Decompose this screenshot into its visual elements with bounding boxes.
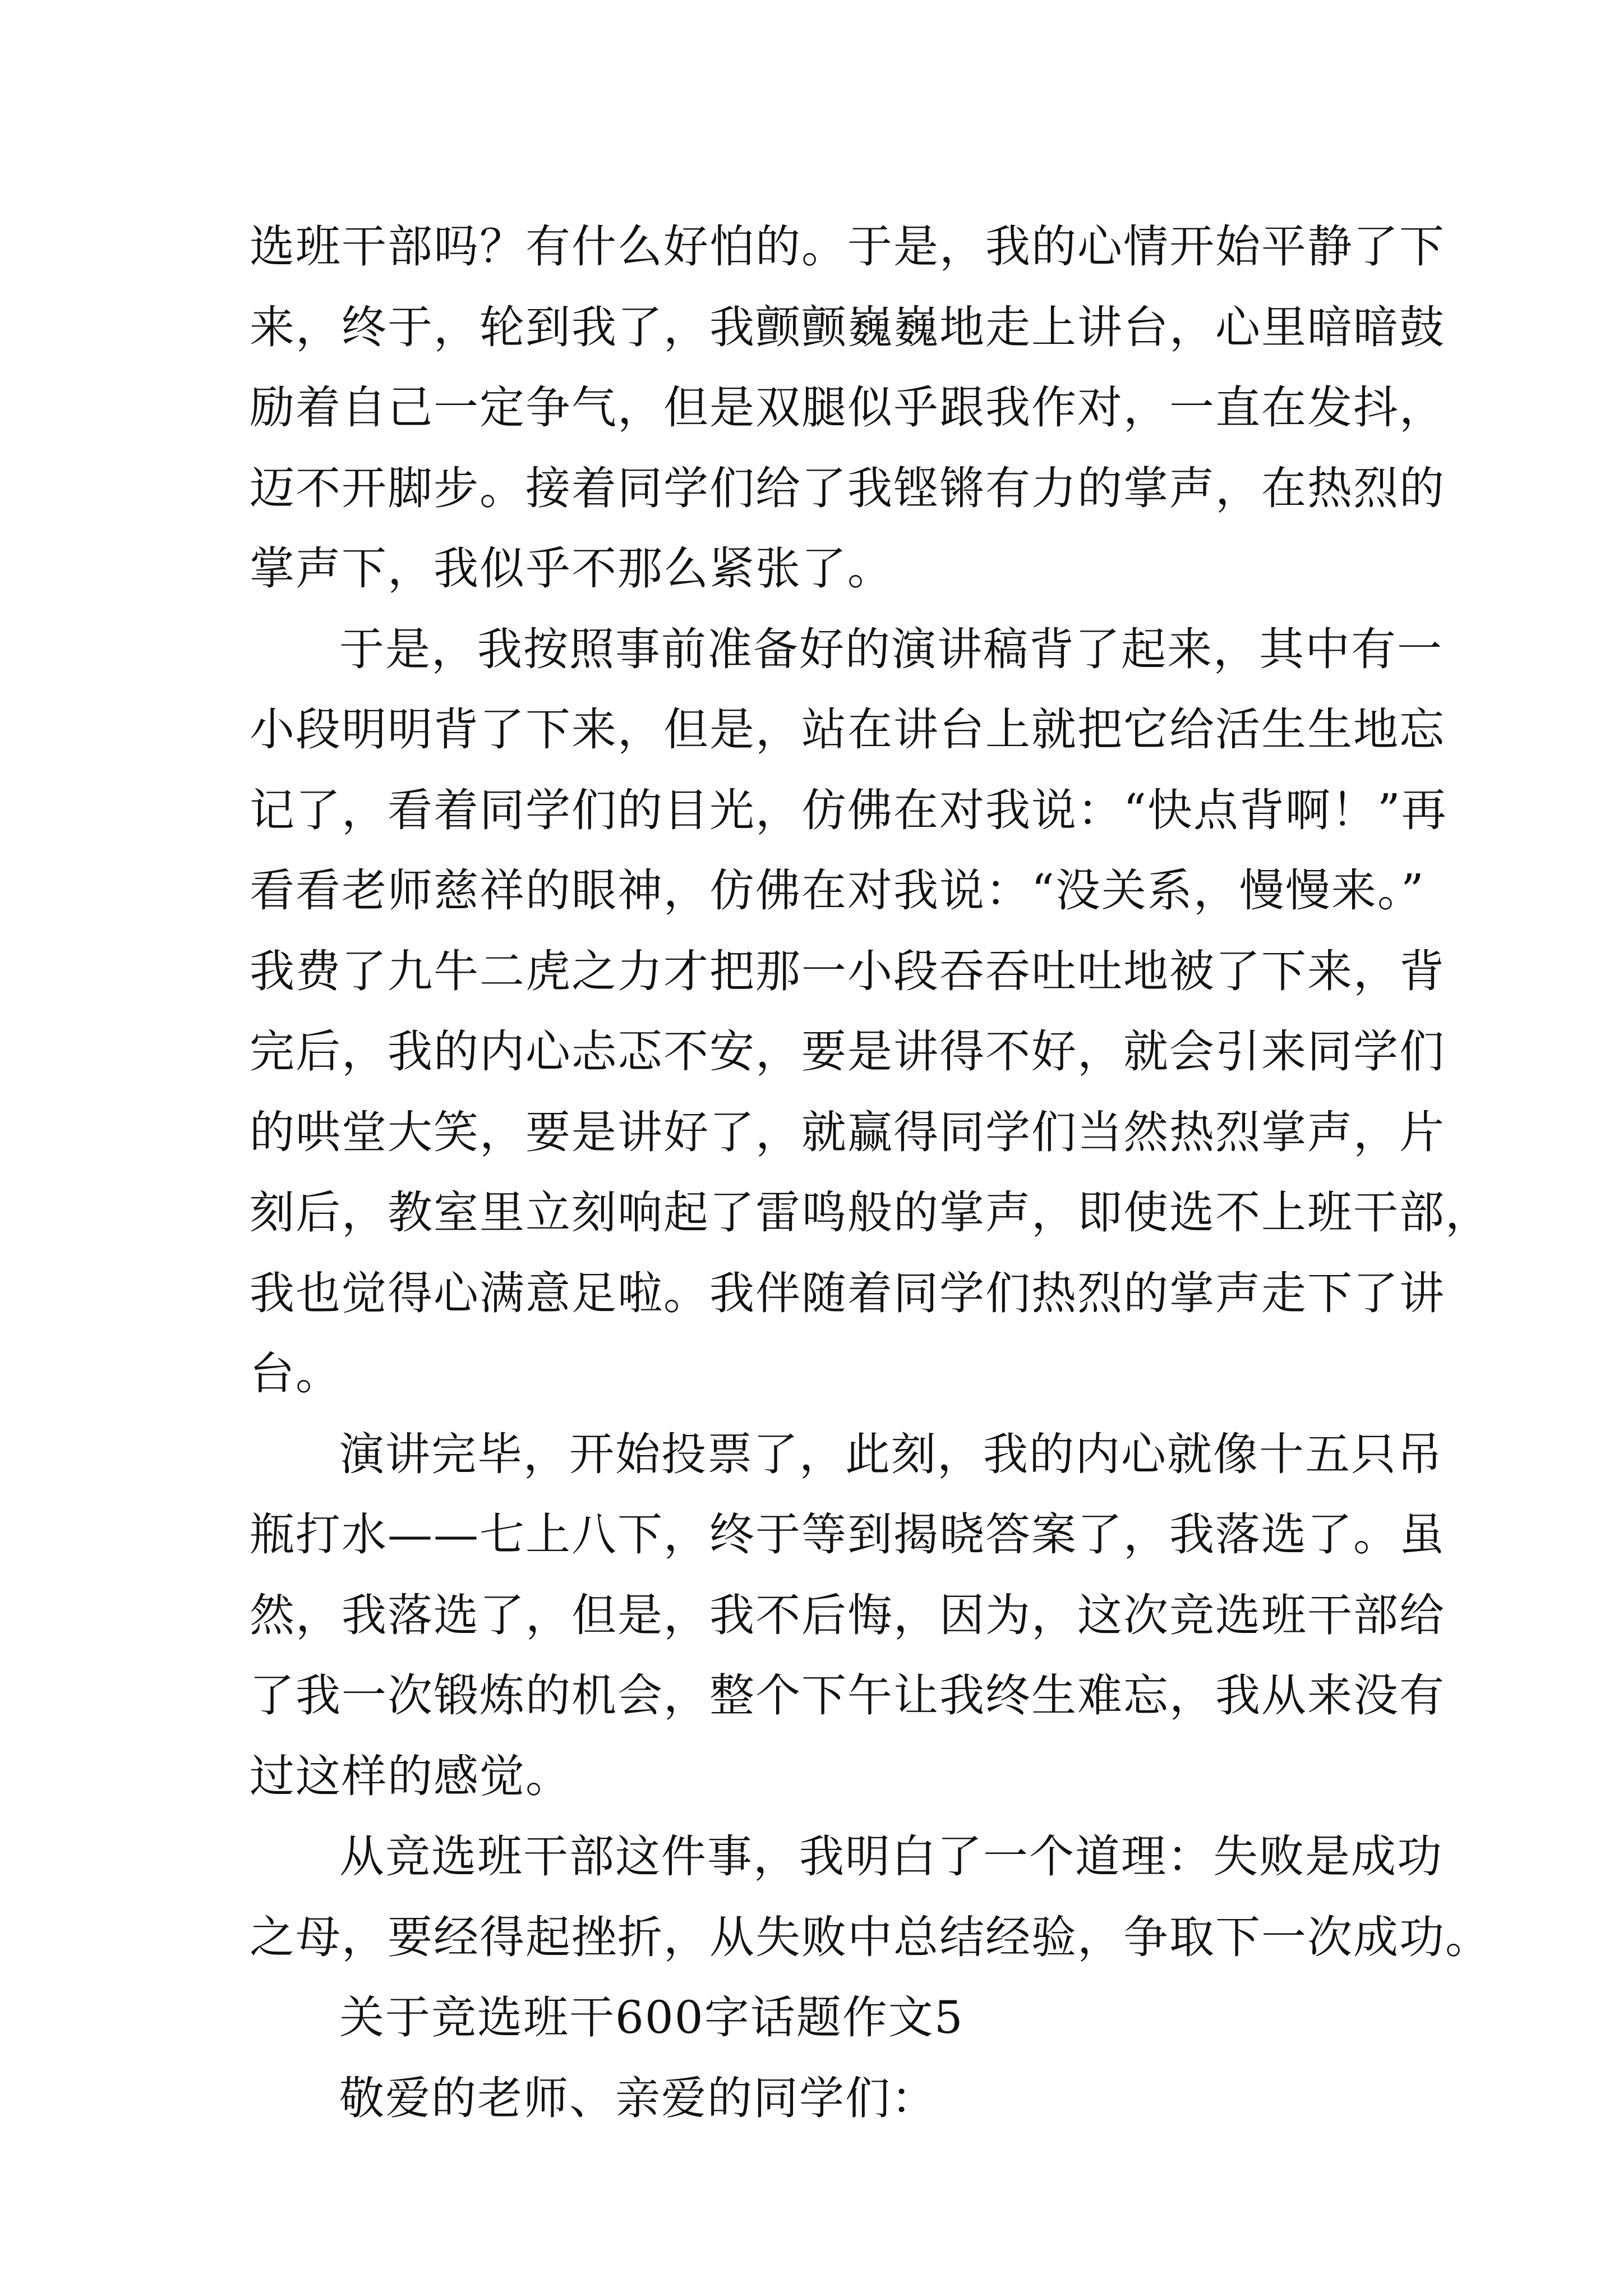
text-line: 小段明明背了下来，但是，站在讲台上就把它给活生生地忘 — [250, 703, 1445, 756]
text-line: 然，我落选了，但是，我不后悔，因为，这次竞选班干部给 — [250, 1589, 1445, 1641]
text-line: 了我一次锻炼的机会，整个下午让我终生难忘，我从来没有 — [250, 1669, 1445, 1722]
text-line: 完后，我的内心忐忑不安，要是讲得不好，就会引来同学们 — [250, 1025, 1445, 1078]
text-line: 励着自己一定争气，但是双腿似乎跟我作对，一直在发抖， — [250, 381, 1445, 434]
text-line: 我费了九牛二虎之力才把那一小段吞吞吐吐地被了下来，背 — [250, 945, 1445, 997]
text-line: 我也觉得心满意足啦。我伴随着同学们热烈的掌声走下了讲 — [250, 1267, 1445, 1319]
paragraph-start-line: 演讲完毕，开始投票了，此刻，我的内心就像十五只吊 — [339, 1428, 1443, 1480]
text-line: 迈不开脚步。接着同学们给了我铿锵有力的掌声，在热烈的 — [250, 462, 1445, 514]
text-line: 之母，要经得起挫折，从失败中总结经验，争取下一次成功。 — [250, 1911, 1491, 1963]
document-body — [250, 206, 1491, 2138]
text-line: 记了，看着同学们的目光，仿佛在对我说：“快点背啊！”再 — [250, 784, 1447, 836]
paragraph-start-line: 从竞选班干部这件事，我明白了一个道理：失败是成功 — [339, 1830, 1443, 1883]
text-line: 选班干部吗？有什么好怕的。于是，我的心情开始平静了下 — [250, 220, 1445, 273]
text-line: 看看老师慈祥的眼神，仿佛在对我说：“没关系，慢慢来。” — [250, 864, 1425, 917]
paragraph-start-line: 于是，我按照事前准备好的演讲稿背了起来，其中有一 — [339, 623, 1443, 675]
text-line: 来，终于，轮到我了，我颤颤巍巍地走上讲台，心里暗暗鼓 — [250, 301, 1445, 353]
text-line: 台。 — [250, 1347, 342, 1400]
text-line: 的哄堂大笑，要是讲好了，就赢得同学们当然热烈掌声，片 — [250, 1106, 1445, 1158]
text-line: 过这样的感觉。 — [250, 1750, 571, 1802]
section-heading: 关于竞选班干600字话题作文5 — [339, 1991, 964, 2044]
text-line: 刻后，教室里立刻响起了雷鸣般的掌声，即使选不上班干部， — [250, 1186, 1491, 1239]
text-line: 瓶打水——七上八下，终于等到揭晓答案了，我落选了。虽 — [250, 1508, 1445, 1561]
salutation-line: 敬爱的老师、亲爱的同学们： — [339, 2072, 937, 2124]
text-line: 掌声下，我似乎不那么紧张了。 — [250, 542, 893, 595]
